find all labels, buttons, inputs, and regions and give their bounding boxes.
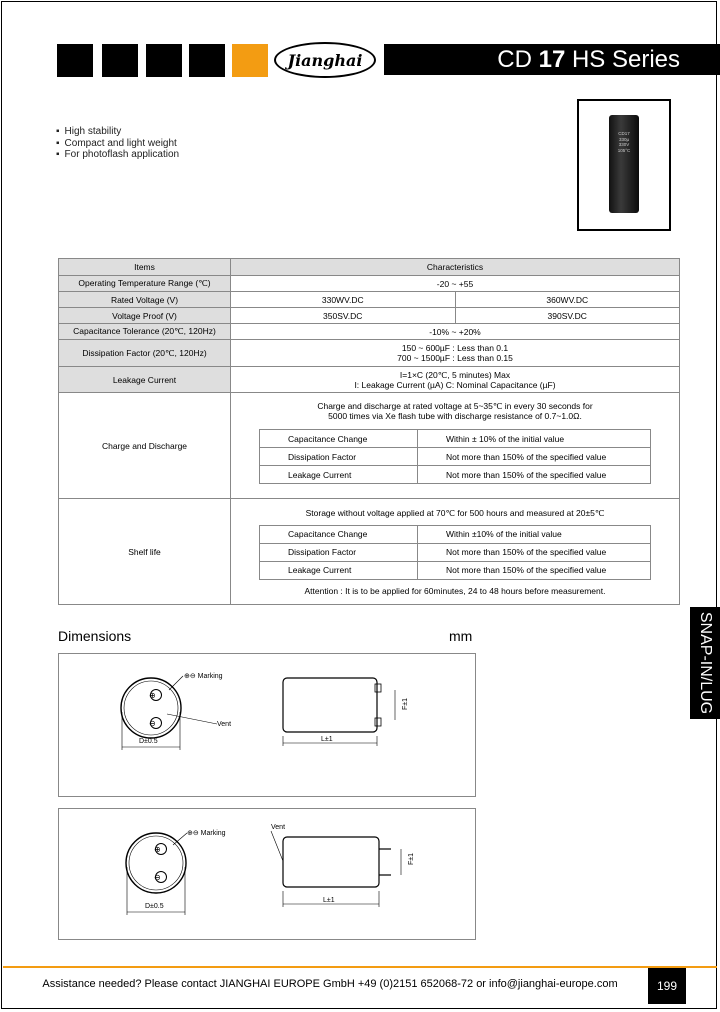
row-label: Rated Voltage (V) <box>59 292 231 308</box>
header-block-3 <box>146 44 182 77</box>
can-side-view <box>283 678 377 732</box>
product-photo <box>577 99 671 231</box>
sub-value: Not more than 150% of the specified value <box>418 561 651 579</box>
df-line: 700 ~ 1500µF : Less than 0.15 <box>397 353 513 363</box>
row-value: 360WV.DC <box>455 292 680 308</box>
series-suffix: HS Series <box>565 46 680 73</box>
can-outline <box>126 833 186 893</box>
series-prefix: CD <box>497 46 539 73</box>
vent-leader <box>167 714 217 724</box>
cap-label-line: 330µ <box>618 136 630 142</box>
vent-leader <box>271 831 283 861</box>
cap-label-line: 330V <box>618 142 630 147</box>
row-label: Shelf life <box>59 499 231 605</box>
drawing-1-svg <box>59 654 475 796</box>
capacitor-label <box>613 131 635 153</box>
table-row <box>59 367 680 393</box>
df-line: 150 ~ 600µF : Less than 0.1 <box>401 343 509 353</box>
col-items: Items <box>59 259 231 276</box>
shelf-subtable <box>259 525 651 580</box>
row-value: -20 ~ +55 <box>231 276 680 292</box>
series-title <box>384 44 720 75</box>
col-characteristics: Characteristics <box>231 259 680 276</box>
dimension-drawing-1 <box>58 653 476 797</box>
f-label: F±1 <box>402 697 409 710</box>
table-row <box>59 324 680 340</box>
sub-name: Capacitance Change <box>260 525 418 543</box>
subtable-row <box>260 561 651 579</box>
header-block-1 <box>57 44 93 77</box>
row-label: Operating Temperature Range (℃) <box>59 276 231 292</box>
row-value <box>231 367 680 393</box>
sub-value: Within ±10% of the initial value <box>418 525 651 543</box>
row-label: Voltage Proof (V) <box>59 308 231 324</box>
leakage-line: I: Leakage Current (µA) C: Nominal Capacitance (µF) <box>354 379 556 390</box>
l-label: L±1 <box>321 736 333 743</box>
logo-text: Jianghai <box>287 50 363 70</box>
subtable-row <box>260 543 651 561</box>
row-label: Charge and Discharge <box>59 393 231 499</box>
table-row <box>59 292 680 308</box>
subtable-row <box>260 466 651 484</box>
dimension-drawing-2 <box>58 808 476 940</box>
leakage-line: I=1×C (20℃, 5 minutes) Max <box>399 369 511 380</box>
cap-label-line: 105°C <box>617 147 631 153</box>
sub-name: Leakage Current <box>260 466 418 484</box>
row-value: -10% ~ +20% <box>231 324 680 340</box>
row-value <box>231 499 680 605</box>
feature-list <box>56 126 179 161</box>
drawing-2-svg <box>59 809 475 939</box>
jianghai-logo <box>274 42 376 78</box>
subtable-row <box>260 525 651 543</box>
l-label: L±1 <box>323 897 335 904</box>
charge-line: Charge and discharge at rated voltage at 5~35℃ in every 30 seconds for <box>317 401 593 411</box>
charge-subtable <box>259 429 651 484</box>
vent-label: Vent <box>271 824 286 831</box>
sub-name: Leakage Current <box>260 561 418 579</box>
footer-contact: Assistance needed? Please contact JIANGHAI EUROPE GmbH +49 (0)2151 652068-72 or info@jianghai-europe.com <box>42 978 618 990</box>
vent-label: Vent <box>217 721 232 728</box>
table-row <box>59 393 680 499</box>
lug-bottom <box>375 718 381 726</box>
side-tab <box>690 607 720 719</box>
header-block-2 <box>102 44 138 77</box>
marking-label: ⊕⊖ Marking <box>187 830 226 837</box>
shelf-line: Storage without voltage applied at 70℃ for 500 hours and measured at 20±5℃ <box>305 507 605 518</box>
side-tab-label: SNAP-IN/LUG <box>697 611 714 715</box>
charge-line: 5000 times via Xe flash tube with discharge resistance of 0.7~1.0Ω. <box>328 411 582 421</box>
feature-item: ▪ High stability <box>56 126 179 138</box>
minus-sign: ⊖ <box>154 873 161 882</box>
row-value: 390SV.DC <box>455 308 680 324</box>
header-block-accent <box>232 44 268 77</box>
subtable-row <box>260 448 651 466</box>
marking-leader <box>169 676 183 690</box>
minus-sign: ⊖ <box>149 719 156 728</box>
row-label: Capacitance Tolerance (20℃, 120Hz) <box>59 324 231 340</box>
plus-sign: ⊕ <box>149 691 156 700</box>
d-label: D±0.5 <box>145 903 164 910</box>
header-block-4 <box>189 44 225 77</box>
subtable-row <box>260 430 651 448</box>
sub-value: Not more than 150% of the specified value <box>418 448 651 466</box>
table-row <box>59 340 680 367</box>
page-number: 199 <box>648 968 686 1004</box>
table-header-row <box>59 259 680 276</box>
row-value: 330WV.DC <box>231 292 456 308</box>
dimensions-unit: mm <box>449 628 473 644</box>
table-row <box>59 276 680 292</box>
table-row <box>59 308 680 324</box>
sub-value: Not more than 150% of the specified value <box>418 543 651 561</box>
row-label: Leakage Current <box>59 367 231 393</box>
row-value: 350SV.DC <box>231 308 456 324</box>
sub-name: Dissipation Factor <box>260 448 418 466</box>
can-side-view <box>283 837 379 887</box>
feature-item: ▪ For photoflash application <box>56 149 179 161</box>
sub-name: Dissipation Factor <box>260 543 418 561</box>
lug-top <box>375 684 381 692</box>
dimensions-title: Dimensions <box>58 628 132 644</box>
row-value <box>231 340 680 367</box>
cap-label-line: CD17 <box>618 131 630 136</box>
footer-divider <box>3 966 717 968</box>
sub-value: Not more than 150% of the specified value <box>418 466 651 484</box>
series-number: 17 <box>538 46 566 73</box>
row-label: Dissipation Factor (20℃, 120Hz) <box>59 340 231 367</box>
spec-table <box>58 258 680 605</box>
table-row <box>59 499 680 605</box>
sub-name: Capacitance Change <box>260 430 418 448</box>
row-value <box>231 393 680 499</box>
marking-label: ⊕⊖ Marking <box>184 673 223 680</box>
plus-sign: ⊕ <box>154 845 161 854</box>
feature-item: ▪ Compact and light weight <box>56 138 179 150</box>
sub-value: Within ± 10% of the initial value <box>418 430 651 448</box>
d-label: D±0.5 <box>139 738 158 745</box>
capacitor-image <box>609 115 639 213</box>
shelf-note: Attention : It is to be applied for 60minutes, 24 to 48 hours before measurement. <box>304 585 606 596</box>
f-label: F±1 <box>408 852 415 865</box>
